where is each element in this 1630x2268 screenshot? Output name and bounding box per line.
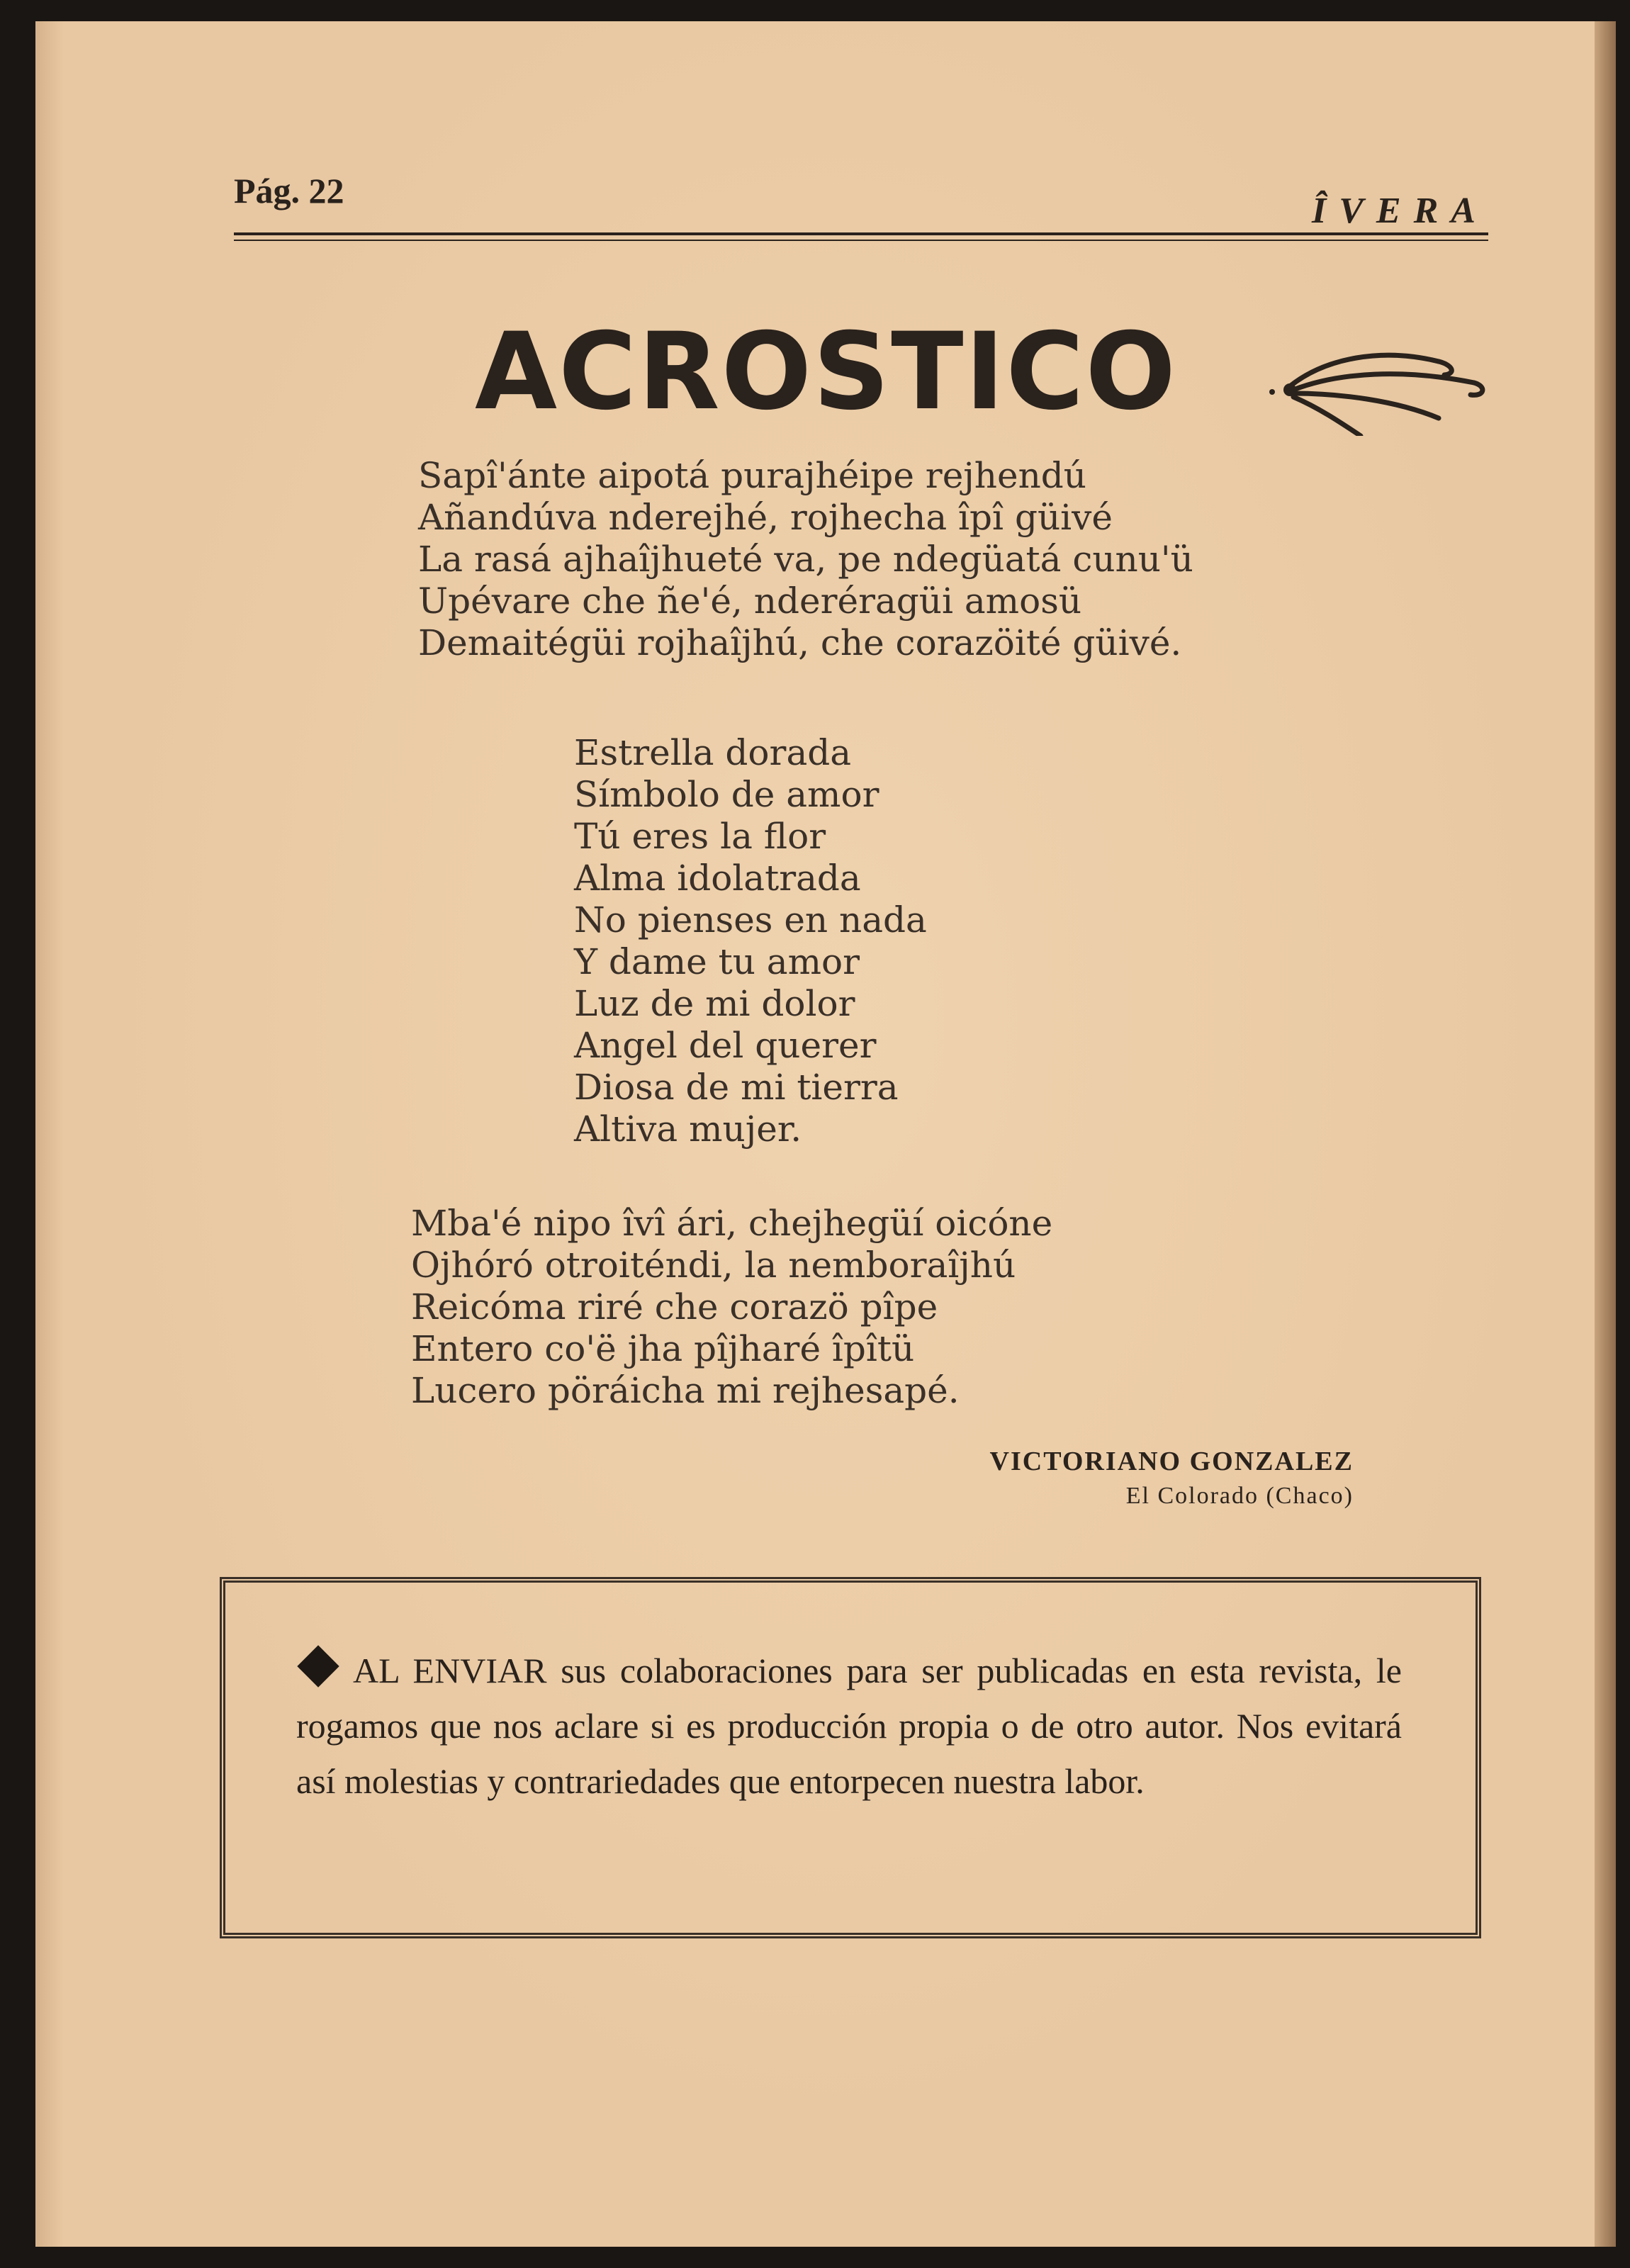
page-spine-edge — [1595, 21, 1616, 2247]
poem-title: ACROSTICO — [475, 310, 1177, 434]
author-name: VICTORIANO GONZALEZ — [989, 1447, 1354, 1476]
editorial-notice-box — [220, 1577, 1481, 1938]
poem-line: Luz de mi dolor — [574, 983, 855, 1024]
poem-line: Alma idolatrada — [574, 858, 861, 899]
flourish-ornament-icon — [1261, 330, 1488, 436]
poem-line: Añandúva nderejhé, rojhecha îpî güivé — [418, 497, 1113, 538]
poem-line: La rasá ajhaîjhueté va, pe ndegüatá cunu'ü — [418, 539, 1193, 580]
poem-line: Y dame tu amor — [574, 941, 860, 982]
notice-body: sus colaboraciones para ser publicadas en esta revista, le rogamos que nos aclare si es producción propia o de otro autor. Nos evitará así molestias y contrariedades que entorpecen nuestra labor. — [296, 1651, 1403, 1801]
magazine-page — [35, 21, 1616, 2247]
magazine-name: ÎVERA — [1312, 191, 1488, 231]
poem-stanza-2 — [574, 732, 927, 1150]
poem-line: Entero co'ë jha pîjharé îpîtü — [411, 1328, 915, 1369]
notice-text — [296, 1643, 1402, 1809]
page-number: Pág. 22 — [234, 171, 344, 210]
diamond-bullet-icon — [297, 1645, 339, 1687]
poem-line: Sapî'ánte aipotá purajhéipe rejhendú — [418, 455, 1086, 496]
poem-line: Diosa de mi tierra — [574, 1067, 899, 1108]
notice-lead: AL ENVIAR — [353, 1651, 547, 1690]
poem-line: Reicóma riré che corazö pîpe — [411, 1286, 938, 1327]
poem-line: Ojhóró otroiténdi, la nemboraîjhú — [411, 1245, 1016, 1286]
poem-line: Estrella dorada — [574, 732, 852, 773]
poem-line: Tú eres la flor — [574, 816, 826, 857]
page-header — [234, 149, 1488, 255]
poem-line: Upévare che ñe'é, nderéragüi amosü — [418, 580, 1082, 622]
header-rule — [234, 232, 1488, 235]
poem-line: Mba'é nipo îvî ári, chejhegüí oicóne — [411, 1203, 1053, 1244]
poem-line: Demaitégüi rojhaîjhú, che corazöité güivé. — [418, 622, 1182, 663]
author-place: El Colorado (Chaco) — [1125, 1483, 1354, 1509]
poem-line: No pienses en nada — [574, 899, 927, 941]
poem-line: Angel del querer — [574, 1025, 877, 1066]
poem-line: Altiva mujer. — [574, 1108, 802, 1150]
header-rule-thin — [234, 240, 1488, 241]
poem-line: Lucero pöráicha mi rejhesapé. — [411, 1370, 960, 1411]
poem-line: Símbolo de amor — [574, 774, 879, 815]
author-signature — [990, 1446, 1354, 1510]
poem-stanza-3 — [411, 1203, 1052, 1412]
poem-stanza-1 — [418, 455, 1193, 664]
